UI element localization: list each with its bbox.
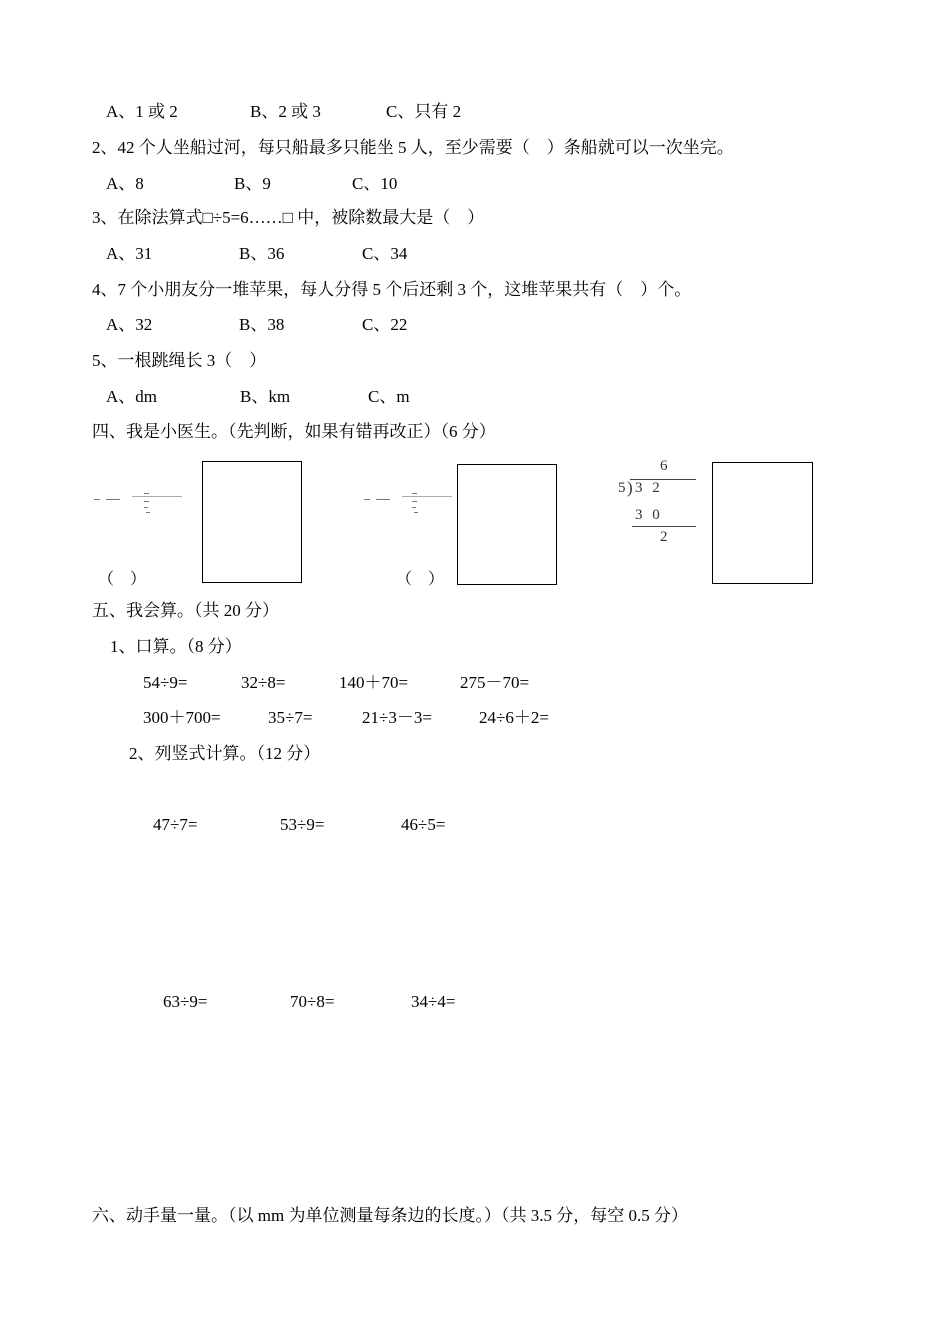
oral-calc-title: 1、口算。（8 分） bbox=[110, 637, 242, 656]
q1-option-b: B、2 或 3 bbox=[250, 102, 321, 121]
q2-stem: 2、42 个人坐船过河，每只船最多只能坐 5 人，至少需要（ ）条船就可以一次坐完。 bbox=[92, 138, 734, 157]
section6-title: 六、动手量一量。（以 mm 为单位测量每条边的长度。）（共 3.5 分，每空 0.5 分） bbox=[92, 1206, 688, 1225]
oral-problem: 21÷3－3= bbox=[362, 708, 432, 727]
q2-option-b: B、9 bbox=[234, 174, 271, 193]
q4-options bbox=[0, 314, 950, 336]
division-figure-1 bbox=[92, 490, 184, 515]
vertical-problem: 34÷4= bbox=[411, 992, 456, 1011]
q5-option-a: A、dm bbox=[106, 387, 157, 406]
q4-option-b: B、38 bbox=[239, 315, 285, 334]
q1-option-a: A、1 或 2 bbox=[106, 102, 178, 121]
oral-problem: 24÷6＋2= bbox=[479, 708, 549, 727]
oral-problem: 35÷7= bbox=[268, 708, 313, 727]
judge-paren-1[interactable]: （ ） bbox=[98, 571, 147, 588]
oral-problem: 300＋700= bbox=[143, 708, 221, 727]
vertical-problem: 53÷9= bbox=[280, 815, 325, 834]
correction-box-2[interactable] bbox=[457, 464, 557, 585]
division-figure-3 bbox=[615, 458, 705, 548]
vertical-calc-title: 2、列竖式计算。（12 分） bbox=[129, 744, 321, 763]
q5-stem: 5、一根跳绳长 3（ ） bbox=[92, 351, 267, 370]
tiny-mark bbox=[144, 501, 149, 502]
subtraction-line bbox=[632, 526, 696, 527]
dividend: 3 2 bbox=[635, 480, 663, 496]
q2-option-c: C、10 bbox=[352, 174, 398, 193]
q1-option-c: C、只有 2 bbox=[386, 102, 462, 121]
q5-option-c: C、m bbox=[368, 387, 410, 406]
vertical-row-2 bbox=[0, 991, 950, 1013]
judge-paren-2[interactable]: （ ） bbox=[396, 571, 445, 588]
vertical-row-1 bbox=[0, 814, 950, 836]
product: 3 0 bbox=[635, 507, 663, 523]
tiny-mark bbox=[94, 499, 100, 500]
section5-title: 五、我会算。（共 20 分） bbox=[92, 601, 279, 620]
q3-options bbox=[0, 243, 950, 265]
q2-option-a: A、8 bbox=[106, 174, 144, 193]
oral-problem: 54÷9= bbox=[143, 673, 188, 692]
division-bracket: ) bbox=[627, 478, 633, 497]
tiny-mark bbox=[412, 493, 417, 494]
tiny-mark bbox=[414, 512, 418, 513]
vertical-problem: 46÷5= bbox=[401, 815, 446, 834]
oral-row-2 bbox=[0, 707, 950, 729]
q2-options bbox=[0, 173, 950, 195]
oral-problem: 140＋70= bbox=[339, 673, 409, 692]
q5-options bbox=[0, 386, 950, 408]
q3-option-b: B、36 bbox=[239, 244, 285, 263]
q3-stem: 3、在除法算式□÷5=6……□ 中，被除数最大是（ ） bbox=[92, 208, 485, 227]
tiny-mark bbox=[412, 507, 416, 508]
tiny-mark bbox=[376, 499, 390, 500]
remainder: 2 bbox=[660, 529, 668, 545]
oral-row-1 bbox=[0, 672, 950, 694]
divisor: 5 bbox=[618, 480, 626, 496]
tiny-mark bbox=[364, 499, 370, 500]
quotient: 6 bbox=[660, 458, 668, 474]
correction-box-1[interactable] bbox=[202, 461, 302, 583]
q4-stem: 4、7 个小朋友分一堆苹果，每人分得 5 个后还剩 3 个，这堆苹果共有（ ）个。 bbox=[92, 280, 692, 299]
vertical-problem: 47÷7= bbox=[153, 815, 198, 834]
tiny-mark bbox=[144, 493, 149, 494]
oral-problem: 32÷8= bbox=[241, 673, 286, 692]
q5-option-b: B、km bbox=[240, 387, 291, 406]
division-line bbox=[402, 496, 452, 497]
q4-option-c: C、22 bbox=[362, 315, 408, 334]
q4-option-a: A、32 bbox=[106, 315, 153, 334]
vertical-problem: 70÷8= bbox=[290, 992, 335, 1011]
tiny-mark bbox=[412, 501, 417, 502]
section4-title: 四、我是小医生。（先判断，如果有错再改正）（6 分） bbox=[92, 422, 496, 441]
tiny-mark bbox=[106, 499, 120, 500]
tiny-mark bbox=[146, 512, 150, 513]
tiny-mark bbox=[144, 507, 148, 508]
correction-box-3[interactable] bbox=[712, 462, 813, 584]
division-figure-2 bbox=[362, 490, 454, 515]
vertical-problem: 63÷9= bbox=[163, 992, 208, 1011]
division-line bbox=[132, 496, 182, 497]
q1-options bbox=[0, 101, 950, 123]
oral-problem: 275－70= bbox=[460, 673, 530, 692]
q3-option-c: C、34 bbox=[362, 244, 408, 263]
q3-option-a: A、31 bbox=[106, 244, 153, 263]
